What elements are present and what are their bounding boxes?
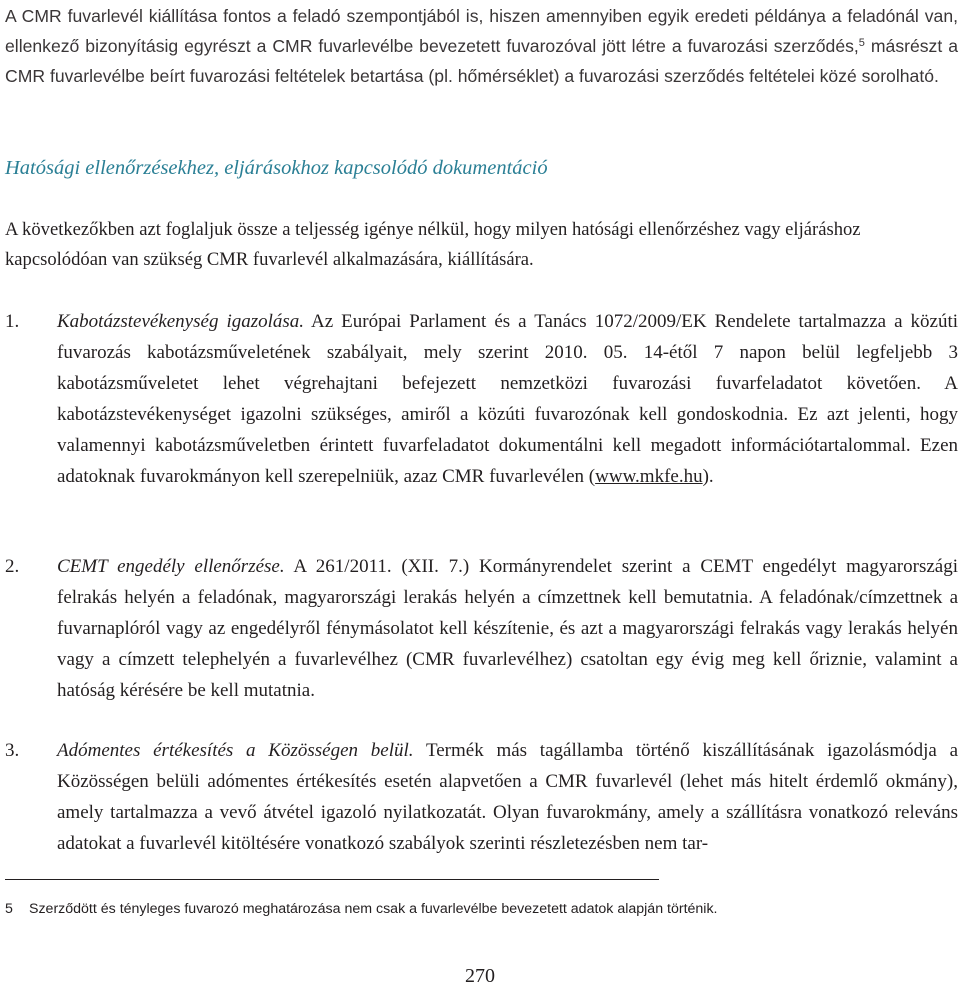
footnote-number: 5 xyxy=(5,901,13,917)
list-item-text: A 261/2011. (XII. 7.) Kormányrendelet szerint a CEMT engedélyt magyarországi felrakás helyén a feladónak, magyarországi lerakás helyén a címzettnek kell bemutatnia. A feladónak/címzettnek a fuvarnaplóról vagy az engedélyről fénymásolatot kell készítenie, és azt a magyarországi felrakás vagy lerakás helyén vagy a címzett telephelyén a fuvarlevélhez (CMR fuvarlevélhez) csatoltan egy évig meg kell őriznie, valamint a hatóság kérésére be kell mutatnia. xyxy=(57,556,958,701)
list-item-title: Kabotázstevékenység igazolása. xyxy=(57,311,305,332)
list-item-number: 1. xyxy=(5,311,20,332)
intro-paragraph xyxy=(5,1,958,91)
list-item-title: CEMT engedély ellenőrzése. xyxy=(57,556,285,577)
mkfe-link[interactable]: www.mkfe.hu xyxy=(595,466,703,487)
list-item-text-end: ). xyxy=(702,466,714,487)
list-item-number: 3. xyxy=(5,740,20,761)
list-item-title: Adómentes értékesítés a Közösségen belül. xyxy=(57,740,414,761)
list-item-cemt xyxy=(5,551,958,706)
section-heading: Hatósági ellenőrzésekhez, eljárásokhoz kapcsolódó dokumentáció xyxy=(5,157,548,179)
list-item-kabotazs xyxy=(5,306,958,492)
list-item-adomentes xyxy=(5,735,958,859)
footnote-reference[interactable]: 5 xyxy=(858,37,865,49)
intro-text-a: A CMR fuvarlevél kiállítása fontos a feladó szempontjából is, hiszen amennyiben egyik eredeti példánya a feladónál van, ellenkező bizonyításig egyrészt a CMR fuvarlevélbe bevezetett fuvarozóval jött létre a fuvarozási szerződés, xyxy=(5,6,958,56)
page-number: 270 xyxy=(465,965,495,987)
lead-paragraph: A következőkben azt foglaljuk össze a teljesség igénye nélkül, hogy milyen hatósági ellenőrzéshez vagy eljáráshoz kapcsolódóan van szükség CMR fuvarlevél alkalmazására, kiállítására. xyxy=(5,219,861,270)
intro-text-b: másrészt a CMR fuvarlevélbe beírt fuvarozási feltételek betartása (pl. hőmérséklet) a fuvarozási szerződés feltételei közé sorolható. xyxy=(5,36,958,86)
footnote-divider xyxy=(5,879,659,880)
list-item-text: Az Európai Parlament és a Tanács 1072/2009/EK Rendelete tartalmazza a közúti fuvarozás kabotázsműveletének szabályait, mely szerint 2010. 05. 14-étől 7 napon belül legfeljebb 3 kabotázsműveletet lehet végrehajtani befejezett nemzetközi fuvarozási fuvarfeladatot követően. A kabotázstevékenységet igazolni szükséges, amiről a közúti fuvarozónak kell gondoskodnia. Ez azt jelenti, hogy valamennyi kabotázsműveletben érintett fuvarfeladatot dokumentálni kell megadott információtartalommal. Ezen adatoknak fuvarokmányon kell szerepelniük, azaz CMR fuvarlevélen ( xyxy=(57,311,959,487)
footnote-text: Szerződött és tényleges fuvarozó meghatározása nem csak a fuvarlevélbe bevezetett adatok alapján történik. xyxy=(29,901,718,917)
list-item-number: 2. xyxy=(5,556,20,577)
list-item-text: Termék más tagállamba történő kiszállításának igazolásmódja a Közösségen belüli adómentes értékesítés esetén alapvetően a CMR fuvarlevél (lehet más hitelt érdemlő okmány), amely tartalmazza a vevő átvétel igazoló nyilatkozatát. Olyan fuvarokmány, amely a szállításra vonatkozó releváns adatokat a fuvarlevél kitöltésére vonatkozó szabályok szerinti részletezésben nem tar- xyxy=(57,740,959,854)
footnote xyxy=(5,899,955,919)
